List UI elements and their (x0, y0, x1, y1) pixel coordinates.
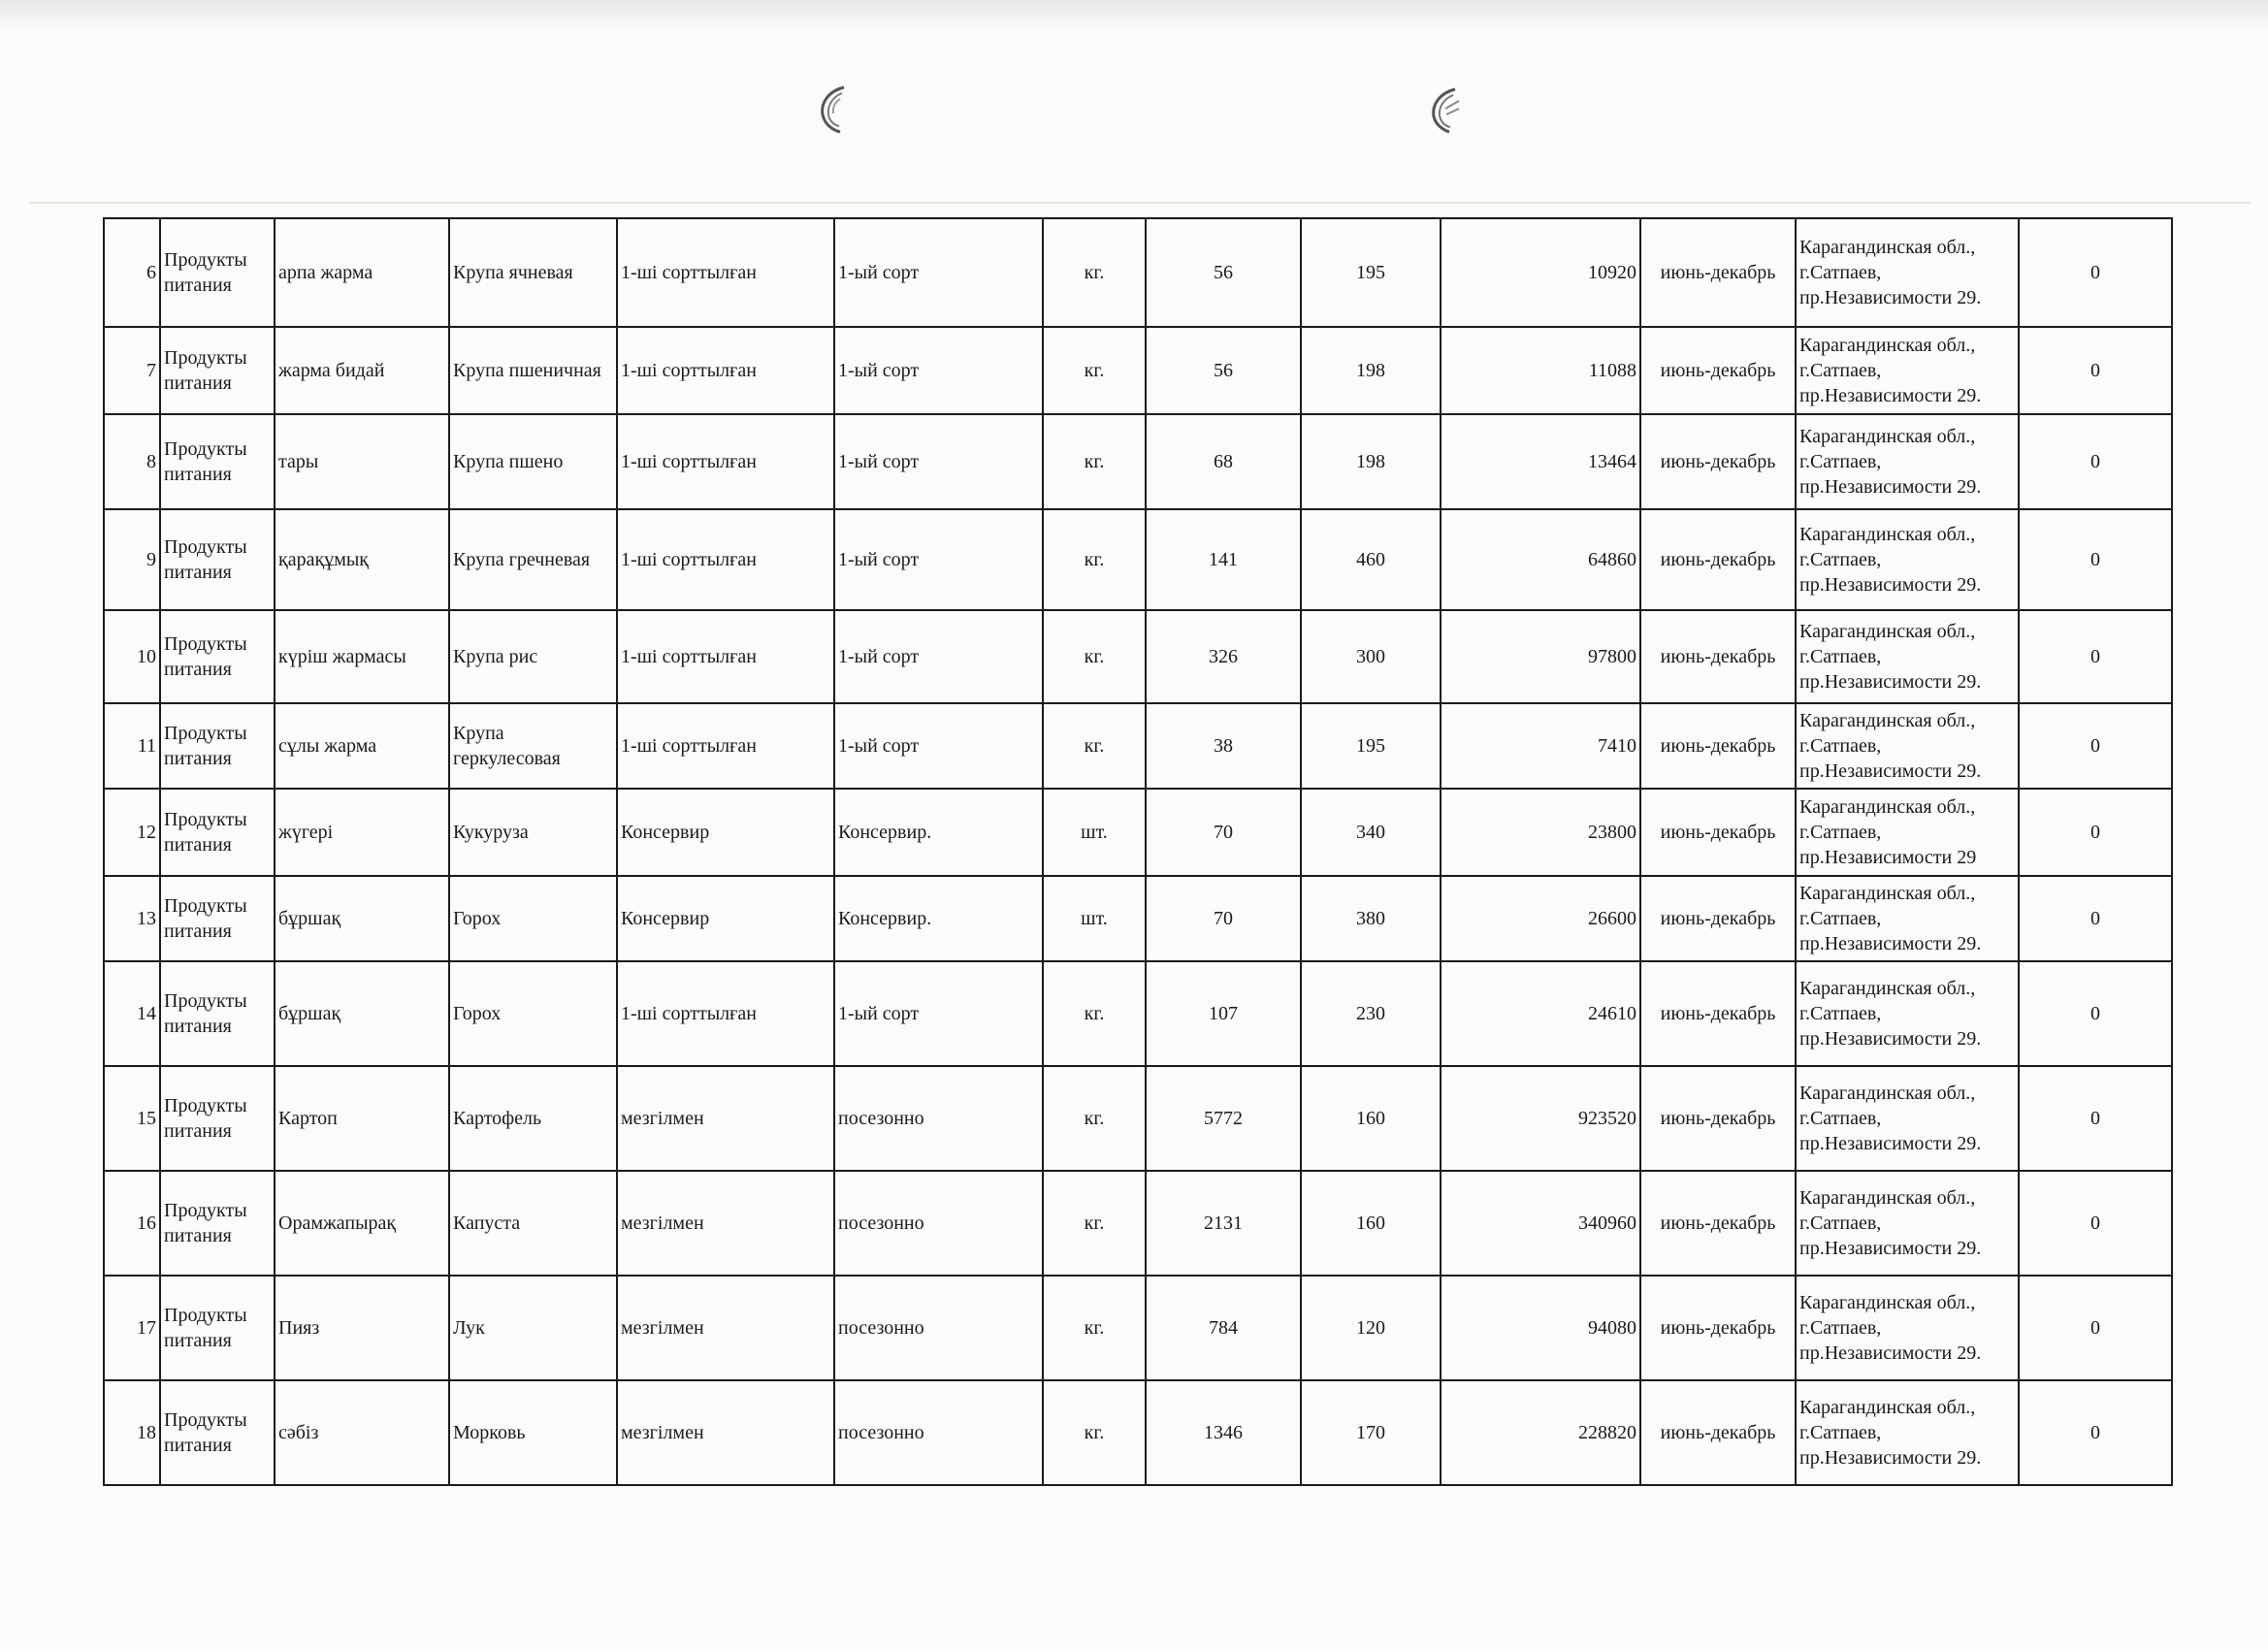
advance-payment-cell: 0 (2019, 218, 2172, 327)
price-cell: 460 (1301, 509, 1441, 610)
delivery-place-cell: Карагандинская обл., г.Сатпаев, пр.Независимости 29. (1796, 1276, 2019, 1380)
characteristic-kazakh-cell: 1-ші сорттылған (617, 703, 834, 789)
quantity-cell: 38 (1146, 703, 1301, 789)
delivery-period-cell: июнь-декабрь (1640, 1171, 1796, 1276)
price-cell: 195 (1301, 703, 1441, 789)
row-number: 16 (104, 1171, 160, 1276)
name-kazakh-cell: Картоп (275, 1066, 449, 1171)
name-kazakh-cell: жарма бидай (275, 327, 449, 414)
unit-cell: кг. (1043, 218, 1146, 327)
characteristic-russian-cell: посезонно (834, 1066, 1043, 1171)
delivery-place-cell: Карагандинская обл., г.Сатпаев, пр.Независимости 29. (1796, 961, 2019, 1066)
price-cell: 160 (1301, 1066, 1441, 1171)
unit-cell: кг. (1043, 414, 1146, 509)
characteristic-russian-cell: 1-ый сорт (834, 327, 1043, 414)
delivery-period-cell: июнь-декабрь (1640, 1380, 1796, 1485)
quantity-cell: 68 (1146, 414, 1301, 509)
table-row (104, 218, 2172, 327)
characteristic-russian-cell: посезонно (834, 1276, 1043, 1380)
quantity-cell: 2131 (1146, 1171, 1301, 1276)
name-russian-cell: Капуста (449, 1171, 617, 1276)
name-kazakh-cell: арпа жарма (275, 218, 449, 327)
name-russian-cell: Крупа пшеничная (449, 327, 617, 414)
characteristic-kazakh-cell: мезгілмен (617, 1380, 834, 1485)
unit-cell: шт. (1043, 876, 1146, 961)
name-kazakh-cell: Пияз (275, 1276, 449, 1380)
category-cell: Продукты питания (160, 414, 275, 509)
characteristic-kazakh-cell: мезгілмен (617, 1276, 834, 1380)
delivery-place-cell: Карагандинская обл., г.Сатпаев, пр.Независимости 29. (1796, 414, 2019, 509)
scan-crease-line (29, 202, 2251, 204)
name-russian-cell: Картофель (449, 1066, 617, 1171)
advance-payment-cell: 0 (2019, 414, 2172, 509)
sum-cell: 228820 (1441, 1380, 1640, 1485)
delivery-place-cell: Карагандинская обл., г.Сатпаев, пр.Независимости 29 (1796, 789, 2019, 876)
delivery-place-cell: Карагандинская обл., г.Сатпаев, пр.Независимости 29. (1796, 1066, 2019, 1171)
characteristic-russian-cell: Консервир. (834, 876, 1043, 961)
price-cell: 380 (1301, 876, 1441, 961)
punch-hole-mark-icon (811, 80, 859, 138)
sum-cell: 64860 (1441, 509, 1640, 610)
price-cell: 160 (1301, 1171, 1441, 1276)
table-row (104, 703, 2172, 789)
sum-cell: 11088 (1441, 327, 1640, 414)
name-russian-cell: Крупа гречневая (449, 509, 617, 610)
row-number: 7 (104, 327, 160, 414)
sum-cell: 7410 (1441, 703, 1640, 789)
name-kazakh-cell: тары (275, 414, 449, 509)
unit-cell: кг. (1043, 1171, 1146, 1276)
advance-payment-cell: 0 (2019, 509, 2172, 610)
category-cell: Продукты питания (160, 509, 275, 610)
quantity-cell: 1346 (1146, 1380, 1301, 1485)
table-body (104, 218, 2172, 1485)
quantity-cell: 784 (1146, 1276, 1301, 1380)
row-number: 18 (104, 1380, 160, 1485)
row-number: 13 (104, 876, 160, 961)
procurement-table (103, 217, 2173, 1486)
advance-payment-cell: 0 (2019, 703, 2172, 789)
category-cell: Продукты питания (160, 610, 275, 703)
price-cell: 340 (1301, 789, 1441, 876)
category-cell: Продукты питания (160, 789, 275, 876)
sum-cell: 340960 (1441, 1171, 1640, 1276)
category-cell: Продукты питания (160, 961, 275, 1066)
name-russian-cell: Горох (449, 876, 617, 961)
advance-payment-cell: 0 (2019, 1171, 2172, 1276)
advance-payment-cell: 0 (2019, 610, 2172, 703)
delivery-period-cell: июнь-декабрь (1640, 610, 1796, 703)
delivery-place-cell: Карагандинская обл., г.Сатпаев, пр.Независимости 29. (1796, 218, 2019, 327)
row-number: 8 (104, 414, 160, 509)
advance-payment-cell: 0 (2019, 876, 2172, 961)
row-number: 15 (104, 1066, 160, 1171)
price-cell: 170 (1301, 1380, 1441, 1485)
name-kazakh-cell: сәбіз (275, 1380, 449, 1485)
characteristic-kazakh-cell: 1-ші сорттылған (617, 509, 834, 610)
characteristic-kazakh-cell: 1-ші сорттылған (617, 610, 834, 703)
unit-cell: шт. (1043, 789, 1146, 876)
name-russian-cell: Кукуруза (449, 789, 617, 876)
characteristic-russian-cell: 1-ый сорт (834, 610, 1043, 703)
unit-cell: кг. (1043, 327, 1146, 414)
quantity-cell: 5772 (1146, 1066, 1301, 1171)
characteristic-russian-cell: посезонно (834, 1380, 1043, 1485)
name-kazakh-cell: Орамжапырақ (275, 1171, 449, 1276)
delivery-place-cell: Карагандинская обл., г.Сатпаев, пр.Независимости 29. (1796, 703, 2019, 789)
table-row (104, 961, 2172, 1066)
unit-cell: кг. (1043, 961, 1146, 1066)
category-cell: Продукты питания (160, 218, 275, 327)
characteristic-russian-cell: 1-ый сорт (834, 703, 1043, 789)
scan-top-edge (0, 0, 2268, 29)
delivery-period-cell: июнь-декабрь (1640, 961, 1796, 1066)
sum-cell: 923520 (1441, 1066, 1640, 1171)
delivery-place-cell: Карагандинская обл., г.Сатпаев, пр.Независимости 29. (1796, 1171, 2019, 1276)
table-row (104, 876, 2172, 961)
delivery-place-cell: Карагандинская обл., г.Сатпаев, пр.Независимости 29. (1796, 876, 2019, 961)
price-cell: 195 (1301, 218, 1441, 327)
characteristic-kazakh-cell: 1-ші сорттылған (617, 961, 834, 1066)
row-number: 9 (104, 509, 160, 610)
characteristic-russian-cell: 1-ый сорт (834, 218, 1043, 327)
row-number: 11 (104, 703, 160, 789)
row-number: 14 (104, 961, 160, 1066)
price-cell: 120 (1301, 1276, 1441, 1380)
characteristic-russian-cell: Консервир. (834, 789, 1043, 876)
sum-cell: 97800 (1441, 610, 1640, 703)
table-row (104, 509, 2172, 610)
delivery-period-cell: июнь-декабрь (1640, 509, 1796, 610)
sum-cell: 23800 (1441, 789, 1640, 876)
delivery-place-cell: Карагандинская обл., г.Сатпаев, пр.Независимости 29. (1796, 509, 2019, 610)
characteristic-russian-cell: 1-ый сорт (834, 961, 1043, 1066)
category-cell: Продукты питания (160, 327, 275, 414)
name-russian-cell: Лук (449, 1276, 617, 1380)
delivery-period-cell: июнь-декабрь (1640, 789, 1796, 876)
characteristic-russian-cell: 1-ый сорт (834, 509, 1043, 610)
name-russian-cell: Крупа геркулесовая (449, 703, 617, 789)
table-row (104, 327, 2172, 414)
advance-payment-cell: 0 (2019, 1276, 2172, 1380)
category-cell: Продукты питания (160, 1276, 275, 1380)
table-row (104, 1380, 2172, 1485)
delivery-period-cell: июнь-декабрь (1640, 703, 1796, 789)
quantity-cell: 141 (1146, 509, 1301, 610)
table-row (104, 1066, 2172, 1171)
name-russian-cell: Крупа рис (449, 610, 617, 703)
name-russian-cell: Крупа ячневая (449, 218, 617, 327)
name-russian-cell: Горох (449, 961, 617, 1066)
name-russian-cell: Крупа пшено (449, 414, 617, 509)
advance-payment-cell: 0 (2019, 1066, 2172, 1171)
name-kazakh-cell: қарақұмық (275, 509, 449, 610)
delivery-place-cell: Карагандинская обл., г.Сатпаев, пр.Независимости 29. (1796, 327, 2019, 414)
name-kazakh-cell: сұлы жарма (275, 703, 449, 789)
table-row (104, 1276, 2172, 1380)
price-cell: 198 (1301, 414, 1441, 509)
delivery-place-cell: Карагандинская обл., г.Сатпаев, пр.Независимости 29. (1796, 610, 2019, 703)
price-cell: 230 (1301, 961, 1441, 1066)
delivery-place-cell: Карагандинская обл., г.Сатпаев, пр.Независимости 29. (1796, 1380, 2019, 1485)
row-number: 12 (104, 789, 160, 876)
name-kazakh-cell: бұршақ (275, 876, 449, 961)
category-cell: Продукты питания (160, 1066, 275, 1171)
unit-cell: кг. (1043, 509, 1146, 610)
name-russian-cell: Морковь (449, 1380, 617, 1485)
sum-cell: 26600 (1441, 876, 1640, 961)
characteristic-kazakh-cell: 1-ші сорттылған (617, 327, 834, 414)
row-number: 10 (104, 610, 160, 703)
quantity-cell: 70 (1146, 789, 1301, 876)
delivery-period-cell: июнь-декабрь (1640, 876, 1796, 961)
characteristic-kazakh-cell: Консервир (617, 789, 834, 876)
category-cell: Продукты питания (160, 1171, 275, 1276)
characteristic-kazakh-cell: Консервир (617, 876, 834, 961)
characteristic-kazakh-cell: мезгілмен (617, 1171, 834, 1276)
delivery-period-cell: июнь-декабрь (1640, 1066, 1796, 1171)
characteristic-russian-cell: посезонно (834, 1171, 1043, 1276)
sum-cell: 94080 (1441, 1276, 1640, 1380)
category-cell: Продукты питания (160, 876, 275, 961)
quantity-cell: 56 (1146, 327, 1301, 414)
advance-payment-cell: 0 (2019, 961, 2172, 1066)
table-row (104, 414, 2172, 509)
advance-payment-cell: 0 (2019, 327, 2172, 414)
row-number: 6 (104, 218, 160, 327)
price-cell: 198 (1301, 327, 1441, 414)
characteristic-kazakh-cell: мезгілмен (617, 1066, 834, 1171)
unit-cell: кг. (1043, 703, 1146, 789)
characteristic-russian-cell: 1-ый сорт (834, 414, 1043, 509)
price-cell: 300 (1301, 610, 1441, 703)
table-row (104, 610, 2172, 703)
quantity-cell: 107 (1146, 961, 1301, 1066)
row-number: 17 (104, 1276, 160, 1380)
name-kazakh-cell: жүгері (275, 789, 449, 876)
quantity-cell: 70 (1146, 876, 1301, 961)
advance-payment-cell: 0 (2019, 789, 2172, 876)
sum-cell: 24610 (1441, 961, 1640, 1066)
characteristic-kazakh-cell: 1-ші сорттылған (617, 218, 834, 327)
delivery-period-cell: июнь-декабрь (1640, 1276, 1796, 1380)
unit-cell: кг. (1043, 610, 1146, 703)
name-kazakh-cell: бұршақ (275, 961, 449, 1066)
table-row (104, 789, 2172, 876)
category-cell: Продукты питания (160, 1380, 275, 1485)
category-cell: Продукты питания (160, 703, 275, 789)
table-row (104, 1171, 2172, 1276)
quantity-cell: 56 (1146, 218, 1301, 327)
unit-cell: кг. (1043, 1276, 1146, 1380)
quantity-cell: 326 (1146, 610, 1301, 703)
delivery-period-cell: июнь-декабрь (1640, 414, 1796, 509)
sum-cell: 10920 (1441, 218, 1640, 327)
unit-cell: кг. (1043, 1066, 1146, 1171)
advance-payment-cell: 0 (2019, 1380, 2172, 1485)
delivery-period-cell: июнь-декабрь (1640, 218, 1796, 327)
characteristic-kazakh-cell: 1-ші сорттылған (617, 414, 834, 509)
name-kazakh-cell: күріш жармасы (275, 610, 449, 703)
unit-cell: кг. (1043, 1380, 1146, 1485)
sum-cell: 13464 (1441, 414, 1640, 509)
delivery-period-cell: июнь-декабрь (1640, 327, 1796, 414)
punch-hole-mark-icon (1420, 80, 1469, 138)
